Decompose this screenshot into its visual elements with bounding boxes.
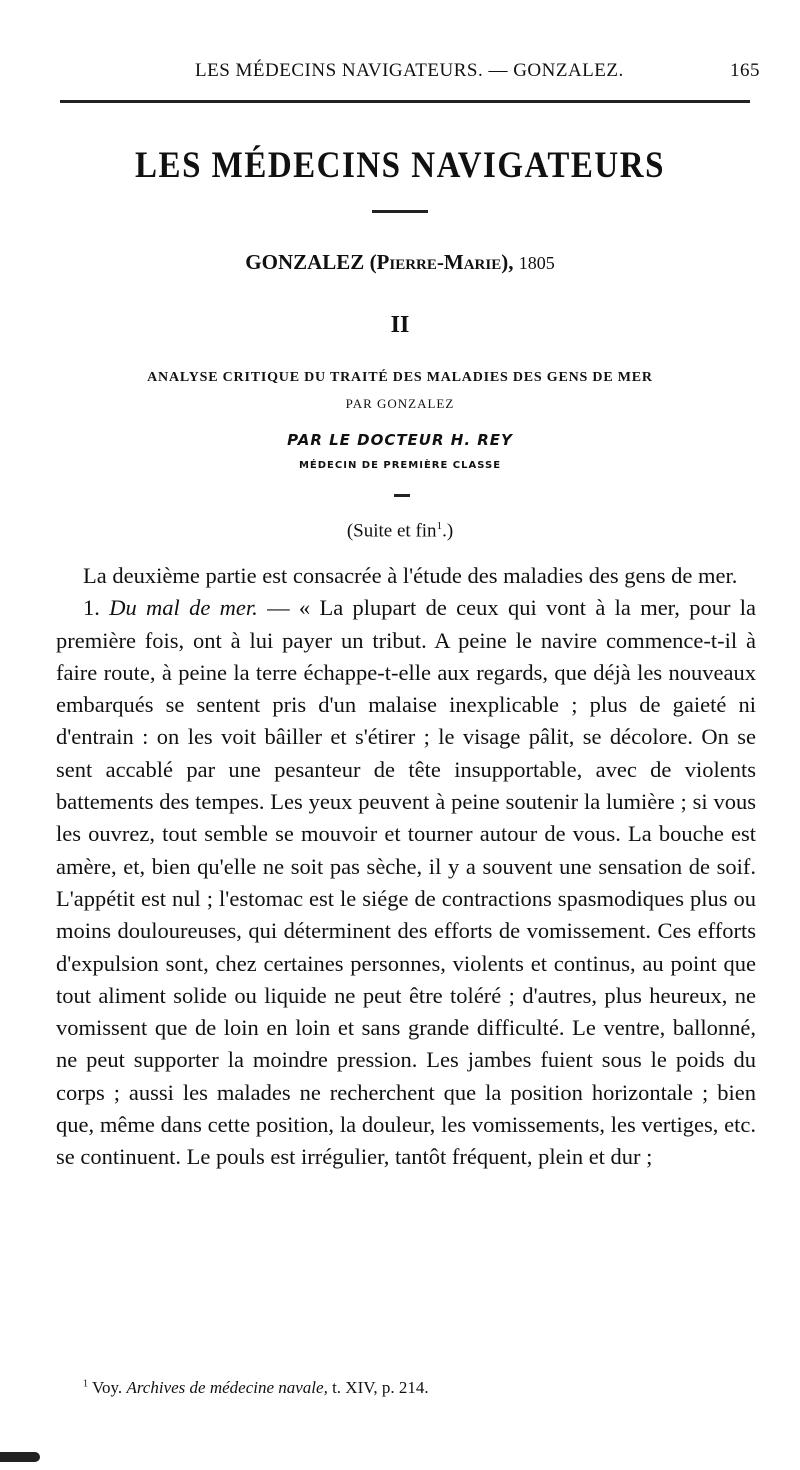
scan-edge-mark: [0, 1452, 40, 1462]
author-line: [0, 250, 800, 275]
footnote-ref-1: 1: [436, 520, 443, 532]
paragraph-1: La deuxième partie est consacrée à l'étude des maladies des gens de mer.: [83, 563, 738, 588]
author-given-names: (Pierre-Marie),: [369, 250, 514, 274]
running-header: [195, 60, 770, 82]
running-title: LES MÉDECINS NAVIGATEURS. — GONZALEZ.: [195, 60, 624, 81]
paragraph-2: [56, 592, 756, 1173]
footnote-marker: 1: [83, 1378, 88, 1390]
item-number: 1.: [83, 595, 100, 621]
section-rule: [394, 494, 410, 497]
continuation-close: .): [442, 520, 454, 542]
author-rank: MÉDECIN DE PREMIÈRE CLASSE: [298, 460, 502, 471]
title-rule: [372, 210, 428, 213]
footnote-source: Archives de médecine navale,: [126, 1378, 328, 1397]
continuation-note: [0, 520, 800, 542]
item-text: — « La plupart de ceux qui vont à la mer, pour la première fois, ont à lui payer un tribut. A peine le navire commence-t-il à faire route, à peine la terre échappe-t-elle aux regards, que déjà les nouveaux embarqués se sentent pris d'un malaise inexplicable ; plus de gaieté ni d'entrain : on les voit bâiller et s'étirer ; le visage pâlit, se décolore. On se sent accablé par une pesanteur de tête insupportable, avec de violents battements des tempes. Les yeux peuvent à peine soutenir la lumière ; si vous les ouvrez, tout semble se mouvoir et tourner autour de vous. La bouche est amère, et, bien qu'elle ne soit pas sèche, il y a souvent une sensation de soif. L'appétit est nul ; l'estomac est le siége de contractions spasmodiques plus ou moins douloureuses, qui déterminent des efforts de vomissement. Ces efforts d'expulsion sont, chez certaines personnes, violents et continus, au point que tout aliment solide ou liquide ne peut être toléré ; d'autres, plus heureux, ne vomissent que de loin en loin et sans grande difficulté. Le ventre, ballonné, ne peut supporter la moindre pression. Les jambes fuient sous le poids du corps ; aussi les malades ne recherchent que la position horizontale ; bien que, même dans cette position, la douleur, les vomissements, les vertiges, etc. se continuent. Le pouls est irrégulier, tantôt fréquent, plein et dur ;: [56, 595, 757, 1170]
page-number: 165: [730, 60, 760, 81]
footnote-reference: t. XIV, p. 214.: [332, 1378, 429, 1397]
article-byline: PAR LE DOCTEUR H. REY: [287, 431, 513, 449]
subtitle-line-1: ANALYSE CRITIQUE DU TRAITÉ DES MALADIES DES GENS DE MER: [147, 370, 653, 385]
subtitle-line-2: PAR GONZALEZ: [345, 396, 455, 411]
item-heading: Du mal de mer.: [109, 595, 258, 621]
section-number: II: [390, 312, 410, 338]
header-rule: [60, 100, 750, 103]
continuation-text: (Suite et fin: [346, 520, 437, 542]
author-year: 1805: [518, 253, 555, 273]
article-title: LES MÉDECINS NAVIGATEURS: [135, 145, 665, 187]
footnote-prefix: Voy.: [91, 1378, 123, 1397]
author-name: GONZALEZ: [245, 250, 365, 274]
footnote: [83, 1378, 763, 1398]
body-text: [56, 560, 756, 1174]
